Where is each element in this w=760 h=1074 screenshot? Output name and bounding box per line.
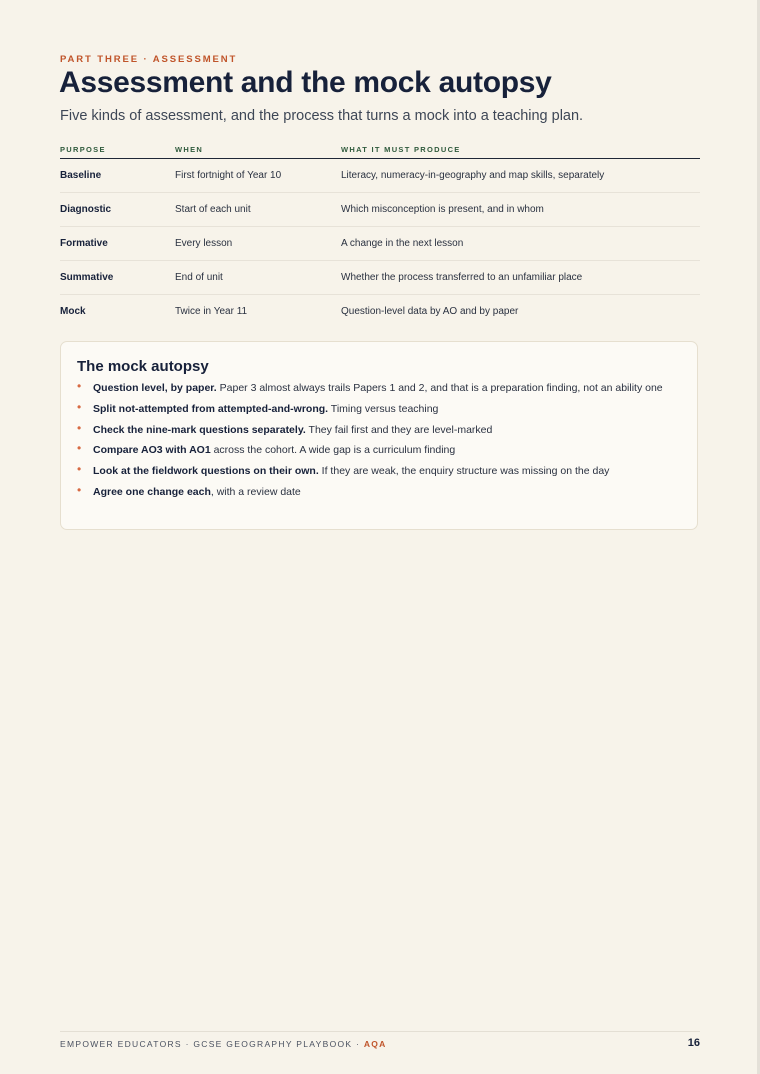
cell-produce: Which misconception is present, and in whom	[341, 193, 700, 227]
list-item	[77, 484, 667, 501]
footer-divider	[60, 1031, 700, 1032]
item-lead: Compare AO3 with AO1	[93, 444, 211, 457]
page-subtitle: Five kinds of assessment, and the process that turns a mock into a teaching plan.	[60, 108, 584, 124]
table-header-row	[60, 140, 700, 159]
item-text: If they are weak, the enquiry structure was missing on the day	[318, 465, 610, 478]
cell-when: End of unit	[175, 261, 341, 295]
list-item	[77, 380, 667, 397]
section-kicker: PART THREE · ASSESSMENT	[60, 54, 238, 65]
bullet-icon: •	[77, 441, 82, 456]
cell-produce: Question-level data by AO and by paper	[341, 306, 519, 317]
bullet-icon: •	[77, 399, 82, 414]
cell-produce: Literacy, numeracy-in-geography and map skills, separately	[341, 159, 700, 193]
cell-produce: Whether the process transferred to an unfamiliar place	[341, 261, 700, 295]
cell-when: Start of each unit	[175, 193, 341, 227]
item-lead: Question level, by paper.	[93, 382, 217, 394]
cell-produce: A change in the next lesson	[341, 227, 700, 261]
page-title: Assessment and the mock autopsy	[59, 66, 552, 99]
footer-publication	[60, 1039, 387, 1049]
footer-board: AQA	[363, 1039, 387, 1049]
cell-purpose: Mock	[60, 306, 86, 317]
cell-when: Every lesson	[175, 227, 341, 261]
cell-when: First fortnight of Year 10	[175, 159, 341, 193]
column-header-purpose: PURPOSE	[60, 140, 175, 159]
bullet-icon: •	[77, 462, 82, 477]
item-text: across the cohort. A wide gap is a curriculum finding	[210, 444, 456, 457]
item-lead: Agree one change each	[93, 485, 211, 498]
item-text: They fail first and they are level-marked	[305, 423, 493, 436]
bullet-icon: •	[77, 420, 82, 435]
cell-purpose: Summative	[60, 261, 175, 295]
table-row	[60, 227, 700, 261]
bullet-icon: •	[77, 482, 82, 497]
list-item	[77, 463, 667, 480]
list-item	[77, 422, 667, 439]
table-row	[60, 193, 700, 227]
column-header-when: WHEN	[175, 140, 341, 159]
item-lead: Look at the fieldwork questions on their own.	[93, 465, 319, 478]
table-row	[60, 159, 700, 193]
list-item	[77, 401, 667, 418]
item-text: Paper 3 almost always trails Papers 1 and 2, and that is a preparation finding, not an ability one	[216, 382, 663, 394]
item-lead: Split not-attempted from attempted-and-wrong.	[93, 402, 329, 415]
assessment-table	[60, 140, 700, 328]
cell-purpose: Baseline	[60, 159, 175, 193]
cell-purpose: Formative	[60, 227, 175, 261]
table-row	[60, 261, 700, 295]
footer-text: EMPOWER EDUCATORS · GCSE GEOGRAPHY PLAYBOOK ·	[60, 1039, 364, 1049]
item-lead: Check the nine-mark questions separately.	[93, 423, 306, 436]
table-row	[60, 295, 700, 329]
bullet-icon: •	[77, 379, 82, 393]
page-number: 16	[687, 1037, 700, 1049]
card-title: The mock autopsy	[77, 358, 209, 375]
list-item	[77, 442, 667, 459]
cell-when: Twice in Year 11	[175, 306, 248, 317]
item-text: Timing versus teaching	[328, 402, 439, 415]
autopsy-list	[77, 380, 667, 505]
column-header-produce: WHAT IT MUST PRODUCE	[341, 140, 700, 159]
mock-autopsy-card	[60, 341, 698, 530]
item-text: , with a review date	[210, 485, 301, 498]
cell-purpose: Diagnostic	[60, 193, 175, 227]
